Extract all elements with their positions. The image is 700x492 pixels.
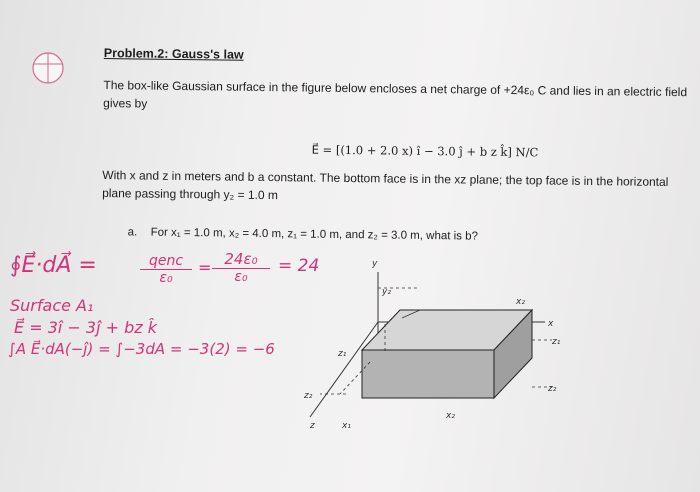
- box-front-face: [362, 350, 494, 398]
- hw-field-expression: E⃗ = 3î − 3ĵ + bz k̂: [14, 318, 157, 337]
- problem-intro-line1: The box-like Gaussian surface in the figure below encloses a net charge of +24ε₀ C and lies in an electric field: [103, 78, 688, 100]
- hw-flux-integral: ∫A E⃗·dA(−ĵ) = ∫−3dA = −3(2) = −6: [8, 340, 275, 358]
- hw-frac-den: ε₀: [234, 269, 248, 285]
- label-x2-top: x₂: [516, 297, 525, 307]
- label-y2: y₂: [382, 287, 391, 297]
- hw-equals: =: [198, 258, 212, 277]
- problem-intro-line2: gives by: [103, 96, 148, 111]
- hw-surface-a1: Surface A₁: [10, 296, 94, 315]
- hw-frac-den: ε₀: [159, 270, 173, 286]
- hw-fraction-charge: [212, 250, 270, 285]
- label-z2-right: z₂: [548, 384, 557, 394]
- question-text: For x₁ = 1.0 m, x₂ = 4.0 m, z₁ = 1.0 m, and z₂ = 3.0 m, what is b?: [150, 226, 479, 243]
- hw-result-24: = 24: [278, 256, 320, 276]
- label-x2-bottom: x₂: [446, 411, 455, 421]
- problem-given-line2: plane passing through y₂ = 1.0 m: [102, 186, 278, 203]
- hw-fraction-qenc: [140, 253, 192, 286]
- label-z: z: [310, 421, 315, 431]
- problem-title: Problem.2: Gauss's law: [103, 46, 244, 62]
- electric-field-equation: E⃗ = [(1.0 + 2.0 x) î − 3.0 ĵ + b z k̂] N/C: [311, 142, 539, 160]
- label-x1: x₁: [342, 421, 351, 431]
- label-z1-right: z₁: [552, 337, 560, 347]
- question-label: a.: [127, 226, 138, 239]
- hw-frac-num: qenc: [140, 253, 192, 270]
- hw-frac-num: 24ε₀: [212, 250, 270, 269]
- label-z1-left: z₁: [338, 349, 347, 359]
- label-z2-left: z₂: [304, 391, 313, 401]
- label-y: y: [372, 259, 378, 269]
- gaussian-box-figure: [290, 252, 560, 432]
- problem-given-line1: With x and z in meters and b a constant. The bottom face is in the xz plane; the top face is in the horizontal: [102, 168, 669, 189]
- label-x: x: [548, 319, 554, 329]
- hw-gauss-integral: ∮E⃗·dA⃗ =: [10, 253, 97, 278]
